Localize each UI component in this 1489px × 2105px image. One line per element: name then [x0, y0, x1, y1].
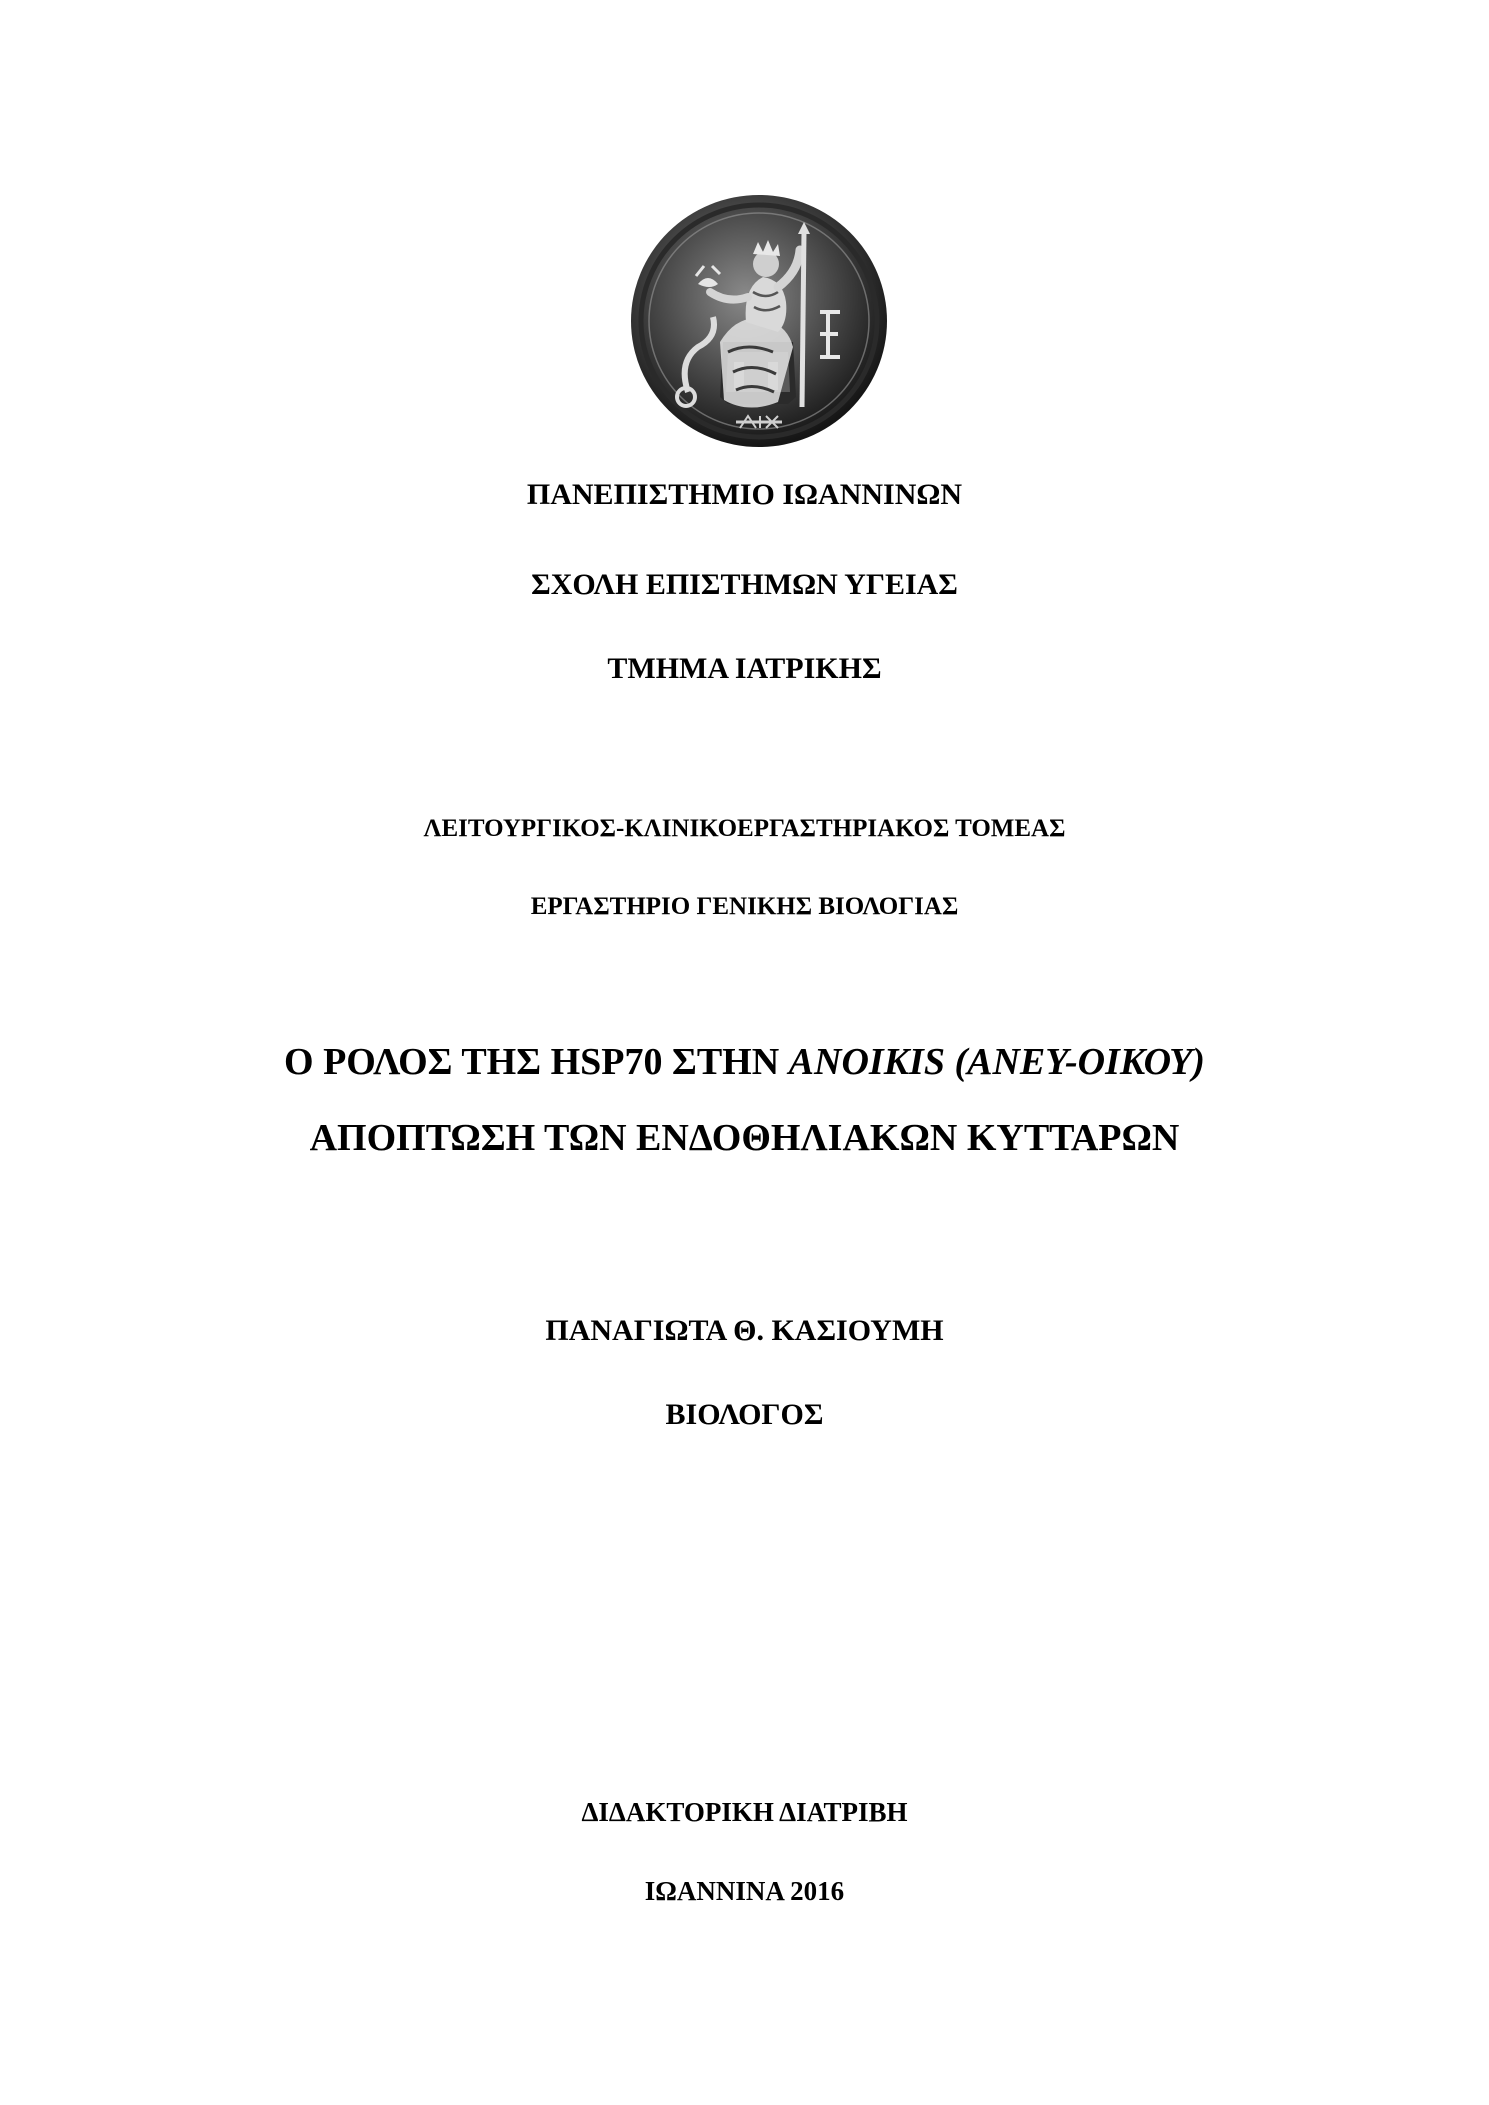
department-name: ΤΜΗΜΑ ΙΑΤΡΙΚΗΣ [607, 652, 882, 685]
thesis-title-prefix: Ο ΡΟΛΟΣ ΤΗΣ HSP70 ΣΤΗΝ [284, 1041, 789, 1083]
school-name: ΣΧΟΛΗ ΕΠΙΣΤΗΜΩΝ ΥΓΕΙΑΣ [531, 568, 958, 601]
thesis-type: ΔΙΔΑΚΤΟΡΙΚΗ ΔΙΑΤΡΙΒΗ [581, 1797, 908, 1827]
thesis-title-line-1 [0, 1040, 1489, 1084]
sector-name: ΛΕΙΤΟΥΡΓΙΚΟΣ-ΚΛΙΝΙΚΟΕΡΓΑΣΤΗΡΙΑΚΟΣ ΤΟΜΕΑΣ [423, 815, 1066, 842]
author-role: ΒΙΟΛΟΓΟΣ [665, 1398, 824, 1431]
author-name: ΠΑΝΑΓΙΩΤΑ Θ. ΚΑΣΙΟΥΜΗ [545, 1314, 944, 1347]
place-and-year: ΙΩΑΝΝΙΝΑ 2016 [644, 1876, 845, 1906]
university-name: ΠΑΝΕΠΙΣΤΗΜΙΟ ΙΩΑΝΝΙΝΩΝ [526, 478, 963, 511]
thesis-title-line-2: ΑΠΟΠΤΩΣΗ ΤΩΝ ΕΝΔΟΘΗΛΙΑΚΩΝ ΚΥΤΤΑΡΩΝ [309, 1117, 1180, 1159]
university-seal-coin-icon [628, 192, 890, 450]
laboratory-name: ΕΡΓΑΣΤΗΡΙΟ ΓΕΝΙΚΗΣ ΒΙΟΛΟΓΙΑΣ [530, 893, 959, 920]
thesis-title-italic: ANOIKIS (ΑΝΕΥ-ΟΙΚΟΥ) [788, 1041, 1205, 1083]
